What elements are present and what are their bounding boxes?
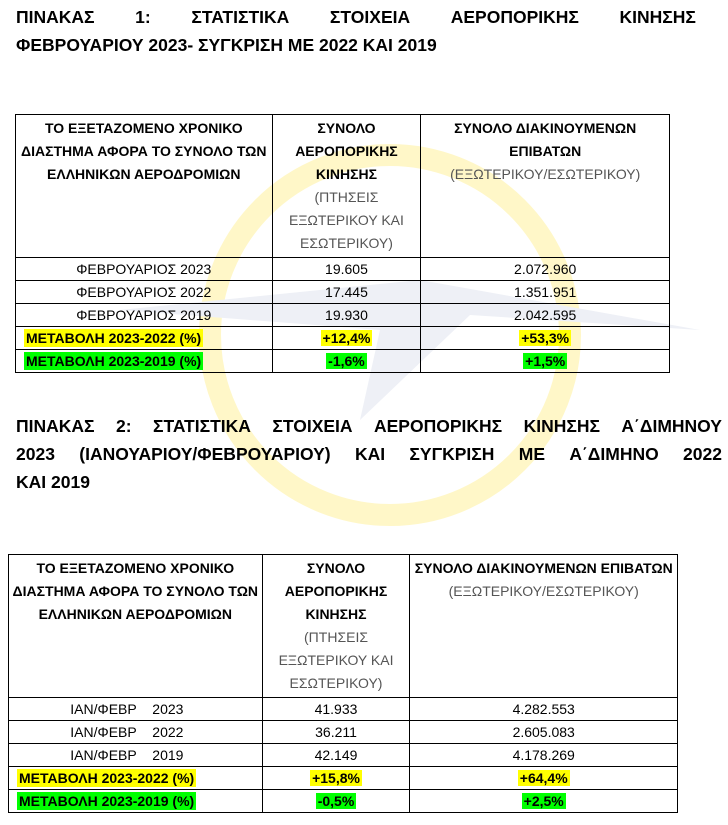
table-row bbox=[16, 258, 670, 281]
table-row bbox=[9, 698, 678, 721]
row-period: ΦΕΒΡΟΥΑΡΙΟΣ 2022 bbox=[16, 281, 273, 304]
row-traffic: 36.211 bbox=[262, 721, 410, 744]
change-label: ΜΕΤΑΒΟΛΗ 2023-2019 (%) bbox=[9, 790, 263, 813]
table2-change-2022-row bbox=[9, 767, 678, 790]
row-period: ΙΑΝ/ΦΕΒΡ 2023 bbox=[9, 698, 263, 721]
table1-change-2019-row bbox=[16, 350, 670, 373]
row-period: ΦΕΒΡΟΥΑΡΙΟΣ 2019 bbox=[16, 304, 273, 327]
row-traffic: 17.445 bbox=[272, 281, 421, 304]
table2-header-period: ΤΟ ΕΞΕΤΑΖΟΜΕΝΟ ΧΡΟΝΙΚΟ ΔΙΑΣΤΗΜΑ ΑΦΟΡΑ ΤΟ ΣΥΝΟΛΟ ΤΩΝ ΕΛΛΗΝΙΚΩΝ ΑΕΡΟΔΡΟΜΙΩΝ bbox=[9, 555, 263, 698]
change-traffic: +12,4% bbox=[272, 327, 421, 350]
table1-header-row bbox=[16, 115, 670, 258]
change-passengers: +1,5% bbox=[421, 350, 670, 373]
table1-heading-line1: ΠΙΝΑΚΑΣ 1: ΣΤΑΤΙΣΤΙΚΑ ΣΤΟΙΧΕΙΑ ΑΕΡΟΠΟΡΙΚΗΣ ΚΙΝΗΣΗΣ bbox=[16, 7, 696, 27]
row-traffic: 19.930 bbox=[272, 304, 421, 327]
table1-heading bbox=[16, 3, 696, 59]
table2 bbox=[8, 554, 678, 813]
table2-heading-line2: 2023 (ΙΑΝΟΥΑΡΙΟΥ/ΦΕΒΡΟΥΑΡΙΟΥ) ΚΑΙ ΣΥΓΚΡΙΣΗ ΜΕ Α΄ΔΙΜΗΝΟ 2022 bbox=[16, 444, 722, 464]
table2-heading-line3: ΚΑΙ 2019 bbox=[16, 472, 90, 492]
row-period: ΙΑΝ/ΦΕΒΡ 2019 bbox=[9, 744, 263, 767]
table2-header-passengers: ΣΥΝΟΛΟ ΔΙΑΚΙΝΟΥΜΕΝΩΝ ΕΠΙΒΑΤΩΝ (ΕΞΩΤΕΡΙΚΟΥ/ΕΣΩΤΕΡΙΚΟΥ) bbox=[410, 555, 678, 698]
table2-header-traffic-sub: (ΠΤΗΣΕΙΣ ΕΞΩΤΕΡΙΚΟΥ ΚΑΙ ΕΣΩΤΕΡΙΚΟΥ) bbox=[278, 629, 394, 691]
row-passengers: 2.072.960 bbox=[421, 258, 670, 281]
row-passengers: 1.351.951 bbox=[421, 281, 670, 304]
change-traffic: -1,6% bbox=[272, 350, 421, 373]
change-traffic: +15,8% bbox=[262, 767, 410, 790]
row-passengers: 2.042.595 bbox=[421, 304, 670, 327]
change-traffic: -0,5% bbox=[262, 790, 410, 813]
row-passengers: 4.282.553 bbox=[410, 698, 678, 721]
row-traffic: 19.605 bbox=[272, 258, 421, 281]
table1-header-traffic: ΣΥΝΟΛΟ ΑΕΡΟΠΟΡΙΚΗΣ ΚΙΝΗΣΗΣ (ΠΤΗΣΕΙΣ ΕΞΩΤΕΡΙΚΟΥ ΚΑΙ ΕΣΩΤΕΡΙΚΟΥ) bbox=[272, 115, 421, 258]
table1-heading-line2: ΦΕΒΡΟΥΑΡΙΟΥ 2023- ΣΥΓΚΡΙΣΗ ΜΕ 2022 ΚΑΙ 2019 bbox=[16, 35, 437, 55]
change-passengers: +53,3% bbox=[421, 327, 670, 350]
table1-header-passengers: ΣΥΝΟΛΟ ΔΙΑΚΙΝΟΥΜΕΝΩΝ ΕΠΙΒΑΤΩΝ (ΕΞΩΤΕΡΙΚΟΥ/ΕΣΩΤΕΡΙΚΟΥ) bbox=[421, 115, 670, 258]
table-row bbox=[9, 744, 678, 767]
table1-header-passengers-sub: (ΕΞΩΤΕΡΙΚΟΥ/ΕΣΩΤΕΡΙΚΟΥ) bbox=[450, 166, 641, 182]
row-traffic: 41.933 bbox=[262, 698, 410, 721]
table1-header-traffic-sub: (ΠΤΗΣΕΙΣ ΕΞΩΤΕΡΙΚΟΥ ΚΑΙ ΕΣΩΤΕΡΙΚΟΥ) bbox=[289, 189, 404, 251]
row-passengers: 4.178.269 bbox=[410, 744, 678, 767]
change-label: ΜΕΤΑΒΟΛΗ 2023-2022 (%) bbox=[16, 327, 273, 350]
table1 bbox=[15, 114, 670, 373]
row-traffic: 42.149 bbox=[262, 744, 410, 767]
table2-header-passengers-sub: (ΕΞΩΤΕΡΙΚΟΥ/ΕΣΩΤΕΡΙΚΟΥ) bbox=[448, 583, 639, 599]
table1-header-period: ΤΟ ΕΞΕΤΑΖΟΜΕΝΟ ΧΡΟΝΙΚΟ ΔΙΑΣΤΗΜΑ ΑΦΟΡΑ ΤΟ ΣΥΝΟΛΟ ΤΩΝ ΕΛΛΗΝΙΚΩΝ ΑΕΡΟΔΡΟΜΙΩΝ bbox=[16, 115, 273, 258]
table2-header-row bbox=[9, 555, 678, 698]
table2-change-2019-row bbox=[9, 790, 678, 813]
table-row bbox=[16, 304, 670, 327]
change-passengers: +2,5% bbox=[410, 790, 678, 813]
change-label: ΜΕΤΑΒΟΛΗ 2023-2019 (%) bbox=[16, 350, 273, 373]
table-row bbox=[9, 721, 678, 744]
change-passengers: +64,4% bbox=[410, 767, 678, 790]
row-passengers: 2.605.083 bbox=[410, 721, 678, 744]
table2-heading-line1: ΠΙΝΑΚΑΣ 2: ΣΤΑΤΙΣΤΙΚΑ ΣΤΟΙΧΕΙΑ ΑΕΡΟΠΟΡΙΚΗΣ ΚΙΝΗΣΗΣ Α΄ΔΙΜΗΝΟΥ bbox=[16, 416, 722, 436]
table-row bbox=[16, 281, 670, 304]
table2-heading bbox=[16, 412, 722, 496]
row-period: ΦΕΒΡΟΥΑΡΙΟΣ 2023 bbox=[16, 258, 273, 281]
change-label: ΜΕΤΑΒΟΛΗ 2023-2022 (%) bbox=[9, 767, 263, 790]
row-period: ΙΑΝ/ΦΕΒΡ 2022 bbox=[9, 721, 263, 744]
table2-header-traffic: ΣΥΝΟΛΟ ΑΕΡΟΠΟΡΙΚΗΣ ΚΙΝΗΣΗΣ (ΠΤΗΣΕΙΣ ΕΞΩΤΕΡΙΚΟΥ ΚΑΙ ΕΣΩΤΕΡΙΚΟΥ) bbox=[262, 555, 410, 698]
table1-change-2022-row bbox=[16, 327, 670, 350]
